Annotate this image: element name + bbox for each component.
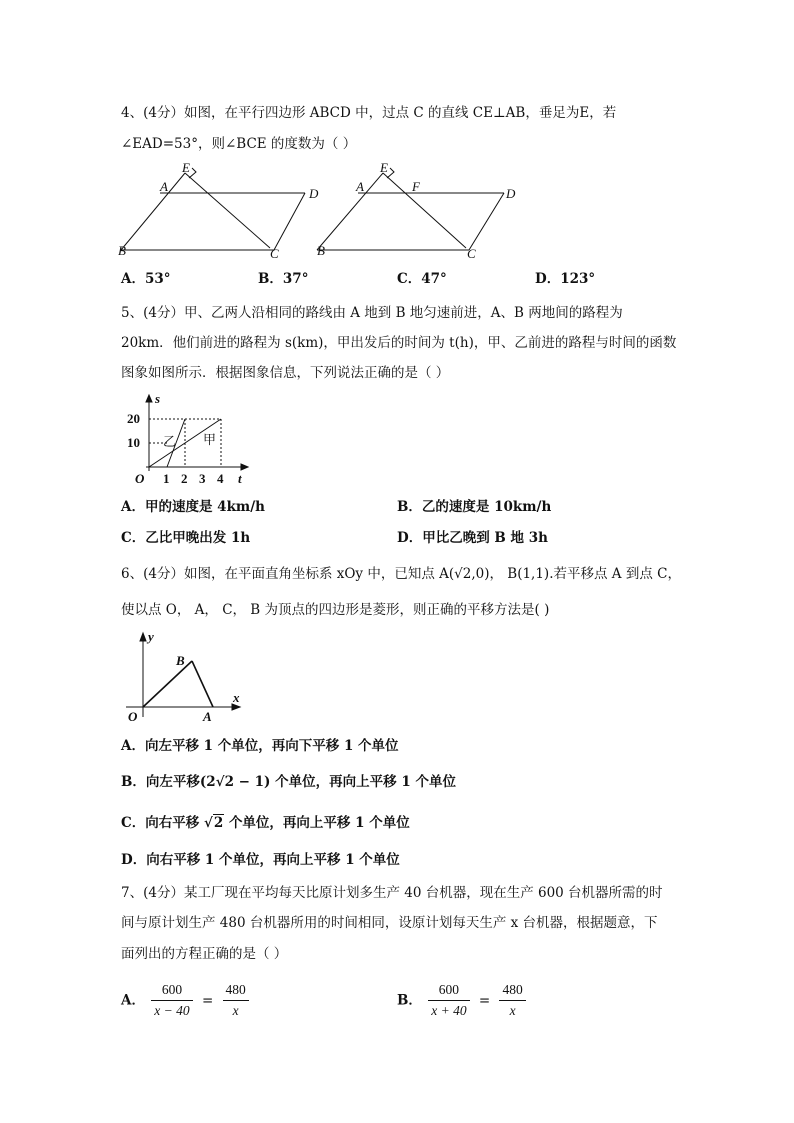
q5-xtick-2: 2 [181, 471, 188, 486]
q4-figures [112, 160, 532, 260]
q6-label-x: x [233, 690, 240, 705]
q4-label-c1: C [270, 246, 279, 260]
q4-label-e2: E [380, 160, 388, 175]
q7-option-a-equals: = [201, 992, 214, 1009]
q7-option-b-right-denominator: x [509, 1003, 516, 1018]
q4-label-a2: A [356, 179, 364, 194]
q7-line2: 间与原计划生产 480 台机器所用的时间相同，设原计划每天生产 x 台机器，根据题意，下 [121, 915, 658, 931]
q7-option-b-label: B． [397, 992, 422, 1009]
q5-series-label-jia: 甲 [203, 432, 217, 447]
q5-x-label: t [238, 471, 242, 486]
q4-label-b2: B [317, 243, 325, 258]
q5-series-label-yi: 乙 [163, 434, 177, 449]
q7-option-b-left-numerator: 600 [428, 980, 469, 1001]
q5-line2: 20km．他们前进的路程为 s(km)，甲出发后的时间为 t(h)，甲、乙前进的路程与时间的函数 [121, 335, 677, 351]
q7-option-b-equals: = [478, 992, 491, 1009]
q7-option-a-right-fraction [223, 980, 249, 1021]
q5-xtick-4: 4 [217, 471, 224, 486]
q6-label-a: A [203, 709, 212, 724]
q7-option-b[interactable] [397, 980, 528, 1021]
q6-label-b: B [176, 653, 185, 668]
q4-label-b1: B [118, 243, 126, 258]
q5-option-a[interactable]: A．甲的速度是 4km/h [121, 499, 265, 515]
q5-option-b[interactable]: B．乙的速度是 10km/h [397, 499, 552, 515]
q5-ytick-10: 10 [127, 435, 140, 450]
q6-option-c[interactable] [121, 814, 410, 832]
q5-option-d[interactable]: D．甲比乙晚到 B 地 3h [397, 530, 548, 546]
q4-option-c[interactable]: C．47° [397, 271, 447, 287]
q4-label-d1: D [309, 186, 319, 201]
q6-option-a[interactable]: A．向左平移 1 个单位，再向下平移 1 个单位 [121, 738, 399, 754]
q5-origin: O [135, 471, 145, 486]
q4-option-d[interactable]: D．123° [535, 271, 596, 287]
q7-option-b-left-denominator: x + 40 [431, 1003, 467, 1018]
q7-option-a-label: A． [121, 992, 145, 1009]
q7-line1: 7、(4分）某工厂现在平均每天比原计划多生产 40 台机器，现在生产 600 台机器所需的时 [121, 885, 663, 901]
q6-option-c-radicand: 2 [213, 815, 224, 831]
q7-option-b-right-numerator: 480 [499, 980, 525, 1001]
q5-line3: 图象如图所示．根据图象信息，下列说法正确的是（ ） [121, 365, 450, 381]
q6-option-d[interactable]: D．向右平移 1 个单位，再向上平移 1 个单位 [121, 852, 400, 868]
q4-line2: ∠EAD=53°，则∠BCE 的度数为（ ） [121, 136, 357, 152]
q4-figure-right [317, 168, 504, 250]
q6-figure [118, 625, 258, 725]
q6-option-c-post: 个单位，再向上平移 1 个单位 [228, 815, 410, 831]
q5-line1: 5、(4分）甲、乙两人沿相同的路线由 A 地到 B 地匀速前进，A、B 两地间的路程为 [121, 305, 623, 321]
q4-label-a1: A [160, 179, 168, 194]
q4-label-d2: D [506, 186, 516, 201]
q5-y-label: s [155, 392, 161, 406]
q6-option-c-pre: C．向右平移 [121, 815, 200, 831]
q7-option-a-left-denominator: x − 40 [154, 1003, 190, 1018]
q6-option-c-sqrt: √2 [203, 815, 224, 831]
q4-option-b[interactable]: B．37° [258, 271, 309, 287]
q6-line2: 使以点 O， A， C， B 为顶点的四边形是菱形，则正确的平移方法是( ) [121, 602, 550, 618]
q5-graph [120, 392, 270, 492]
q7-option-a[interactable] [121, 980, 251, 1021]
q4-option-a[interactable]: A．53° [121, 271, 171, 287]
q6-option-b[interactable]: B．向左平移(2√2 − 1) 个单位，再向上平移 1 个单位 [121, 774, 456, 790]
q7-option-a-right-numerator: 480 [223, 980, 249, 1001]
q4-label-c2: C [467, 246, 476, 260]
q5-ytick-20: 20 [127, 411, 140, 426]
q6-line1: 6、(4分）如图，在平面直角坐标系 xOy 中，已知点 A(√2,0)， B(1,1).若平移点 A 到点 C， [121, 566, 681, 582]
q7-option-a-left-numerator: 600 [151, 980, 192, 1001]
q7-option-b-right-fraction [499, 980, 525, 1021]
q5-xtick-1: 1 [163, 471, 170, 486]
q4-figure-left [121, 168, 305, 250]
q7-line3: 面列出的方程正确的是（ ） [121, 946, 288, 962]
q4-line1: 4、(4分）如图，在平行四边形 ABCD 中，过点 C 的直线 CE⊥AB，垂足为E，若 [121, 105, 617, 121]
q5-option-c[interactable]: C．乙比甲晚出发 1h [121, 530, 251, 546]
q5-xtick-3: 3 [199, 471, 206, 486]
q7-option-b-left-fraction [428, 980, 469, 1021]
q7-option-a-left-fraction [151, 980, 192, 1021]
q6-segment-ba [192, 661, 213, 707]
q4-label-f2: F [412, 179, 420, 194]
q6-label-o: O [128, 709, 138, 724]
q6-label-y: y [148, 629, 154, 644]
q7-option-a-right-denominator: x [232, 1003, 239, 1018]
q4-label-e1: E [182, 160, 190, 175]
